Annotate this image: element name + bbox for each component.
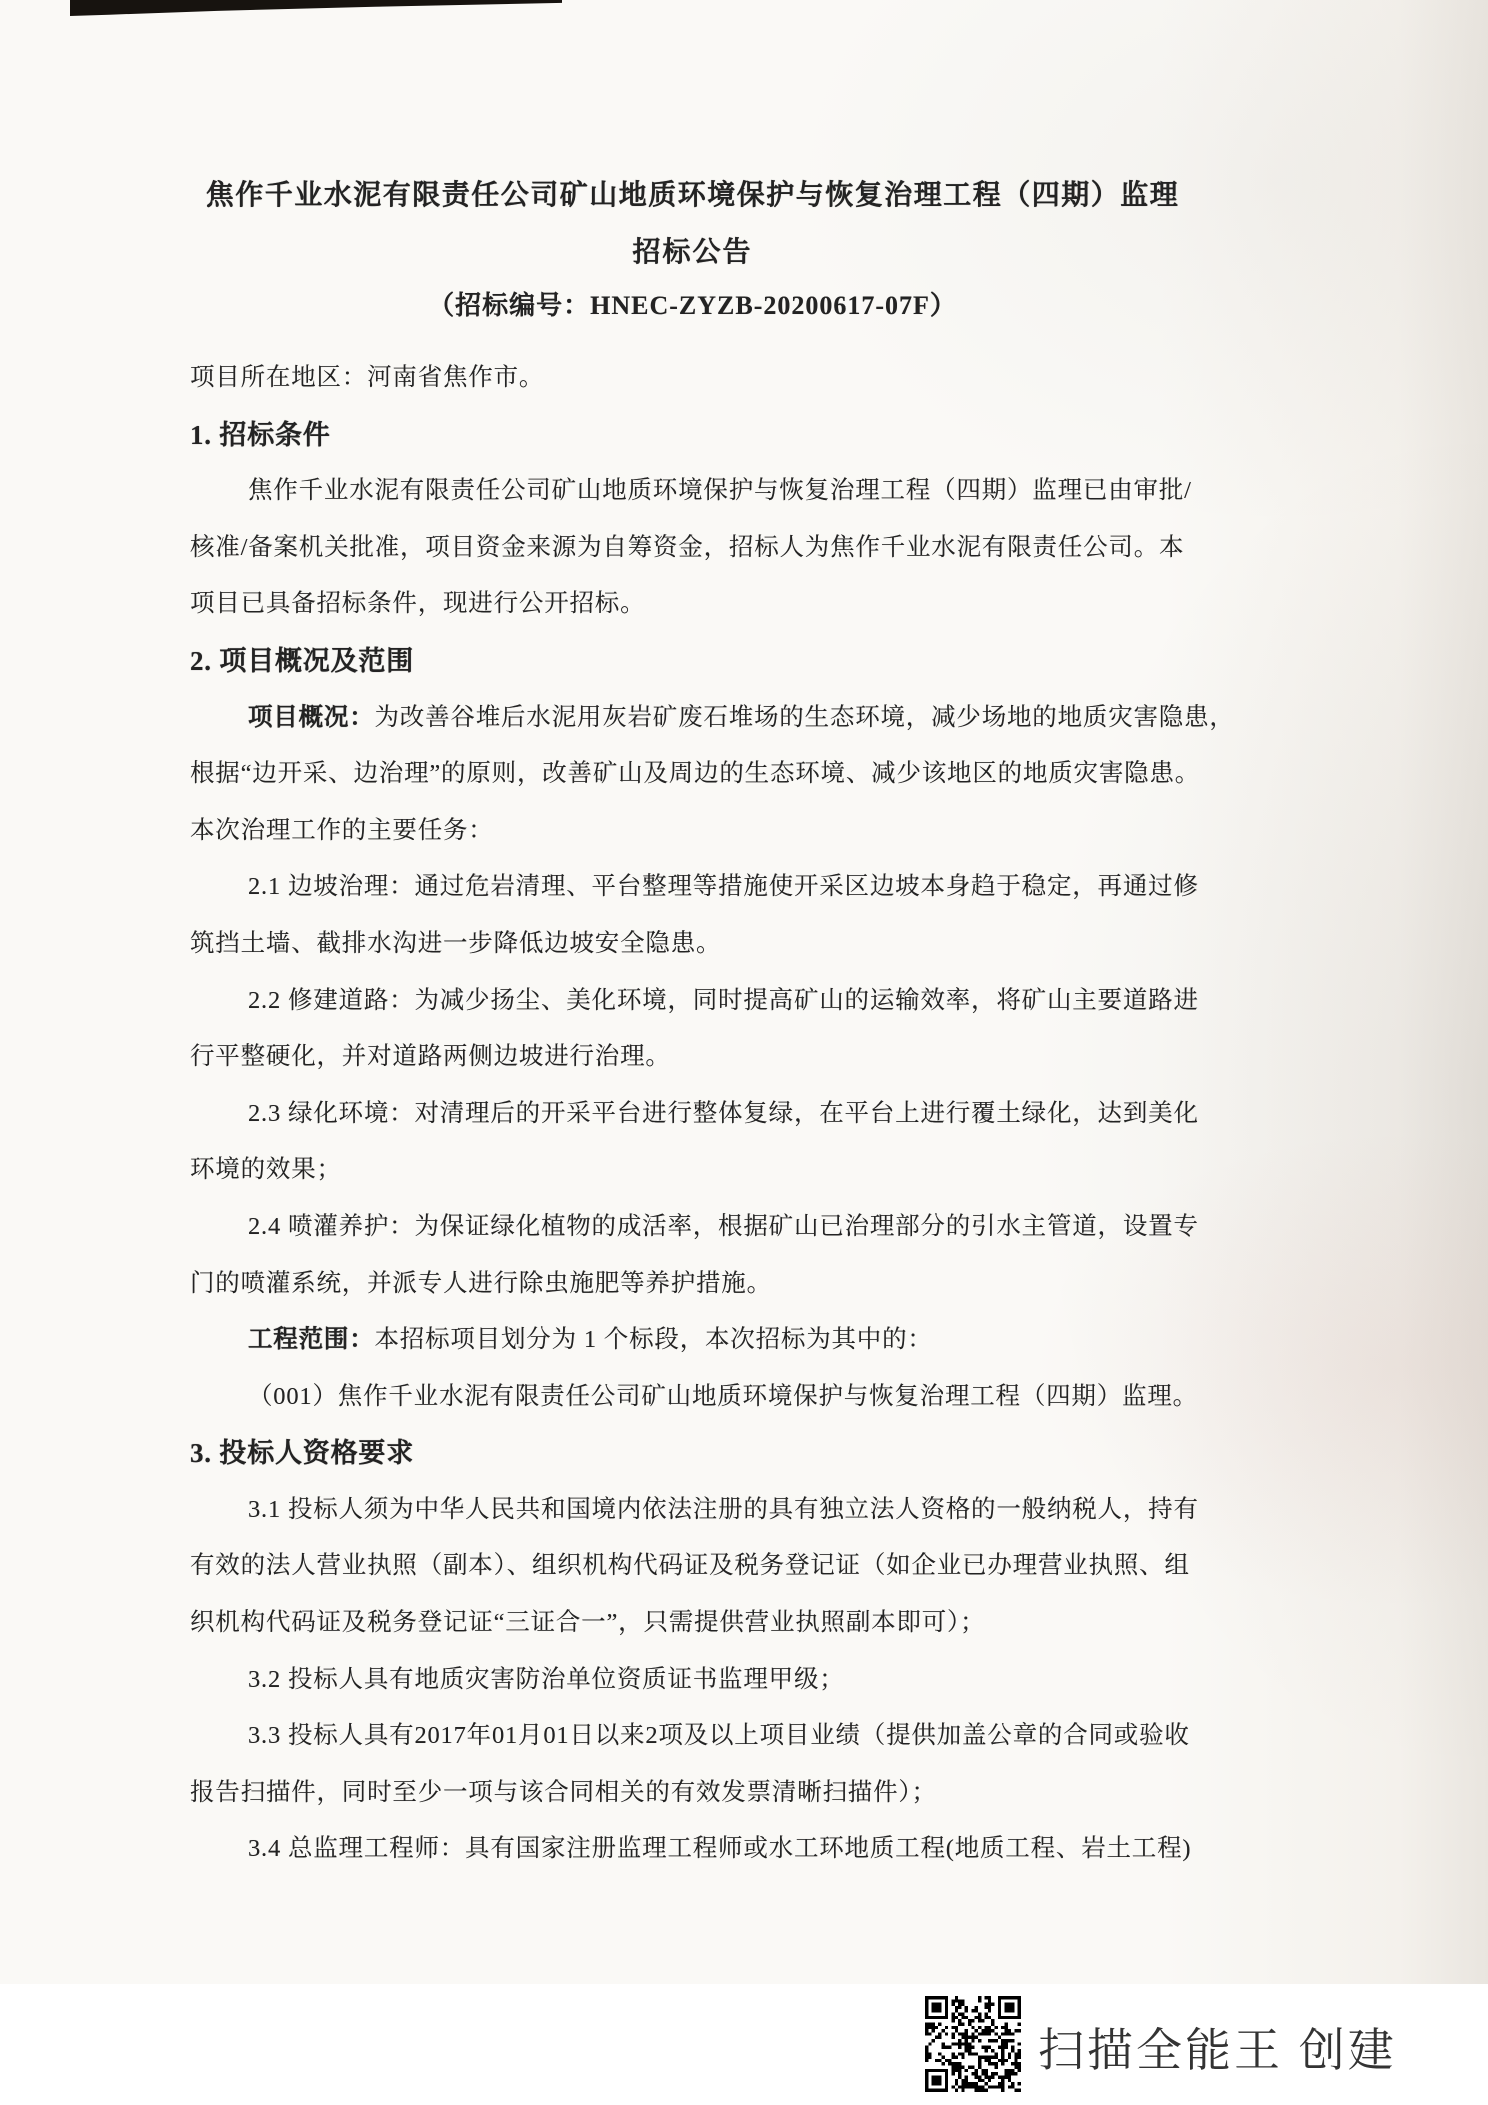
qr-code-icon <box>925 1996 1021 2092</box>
line-bold-prefix: 项目概况： <box>248 703 375 731</box>
text-line: 报告扫描件，同时至少一项与该合同相关的有效发票清晰扫描件）； <box>190 1778 937 1806</box>
bid-number: （招标编号：HNEC-ZYZB-20200617-07F） <box>428 291 957 320</box>
text-line: 3.4 总监理工程师：具有国家注册监理工程师或水工环地质工程(地质工程、岩土工程) <box>248 1835 1192 1863</box>
text-line: 门的喷灌系统，并派专人进行除虫施肥等养护措施。 <box>190 1269 772 1297</box>
text-line: 2.3 绿化环境：对清理后的开采平台进行整体复绿，在平台上进行覆土绿化，达到美化 <box>248 1099 1199 1127</box>
text-line: 核准/备案机关批准，项目资金来源为自筹资金，招标人为焦作千业水泥有限责任公司。本 <box>190 533 1185 561</box>
text-line: 有效的法人营业执照（副本）、组织机构代码证及税务登记证（如企业已办理营业执照、组 <box>190 1552 1190 1580</box>
text-line: 项目所在地区：河南省焦作市。 <box>190 364 545 391</box>
text-line: 项目已具备招标条件，现进行公开招标。 <box>190 590 646 618</box>
text-line: （001）焦作千业水泥有限责任公司矿山地质环境保护与恢复治理工程（四期）监理。 <box>248 1382 1198 1410</box>
text-line: 本次治理工作的主要任务： <box>190 816 494 844</box>
doc-title-line1: 焦作千业水泥有限责任公司矿山地质环境保护与恢复治理工程（四期）监理 <box>205 180 1180 211</box>
text-line: 2.4 喷灌养护：为保证绿化植物的成活率，根据矿山已治理部分的引水主管道，设置专 <box>248 1212 1199 1240</box>
text-line: 3.1 投标人须为中华人民共和国境内依法注册的具有独立法人资格的一般纳税人，持有 <box>248 1495 1199 1523</box>
scanner-app-label: 扫描全能王 创建 <box>1038 2024 1397 2076</box>
section-heading: 1. 招标条件 <box>190 419 331 450</box>
text-line: 筑挡土墙、截排水沟进一步降低边坡安全隐患。 <box>190 929 722 957</box>
document-body <box>190 0 1235 1878</box>
section-heading: 2. 项目概况及范围 <box>190 645 414 676</box>
doc-title-line2: 招标公告 <box>632 237 753 268</box>
text-line: 2.1 边坡治理：通过危岩清理、平台整理等措施使开采区边坡本身趋于稳定，再通过修 <box>248 873 1199 901</box>
text-line: 行平整硬化，并对道路两侧边坡进行治理。 <box>190 1043 671 1071</box>
line-bold-prefix: 工程范围： <box>248 1326 375 1354</box>
scanner-footer <box>0 1984 1488 2105</box>
text-line: 织机构代码证及税务登记证“三证合一”，只需提供营业执照副本即可）； <box>190 1609 986 1637</box>
text-line: 环境的效果； <box>190 1156 342 1184</box>
text-line: 根据“边开采、边治理”的原则，改善矿山及周边的生态环境、减少该地区的地质灾害隐患。 <box>190 760 1201 788</box>
section-heading: 3. 投标人资格要求 <box>190 1438 414 1469</box>
text-line: 2.2 修建道路：为减少扬尘、美化环境，同时提高矿山的运输效率，将矿山主要道路进 <box>248 986 1199 1014</box>
text-line: 工程范围：本招标项目划分为 1 个标段，本次招标为其中的： <box>248 1326 933 1354</box>
text-line: 项目概况：为改善谷堆后水泥用灰岩矿废石堆场的生态环境，减少场地的地质灾害隐患， <box>248 703 1235 731</box>
text-line: 3.3 投标人具有2017年01月01日以来2项及以上项目业绩（提供加盖公章的合同或验收 <box>248 1722 1190 1750</box>
text-line: 3.2 投标人具有地质灾害防治单位资质证书监理甲级； <box>248 1665 845 1693</box>
doc-content <box>190 350 1235 1878</box>
text-line: 焦作千业水泥有限责任公司矿山地质环境保护与恢复治理工程（四期）监理已由审批/ <box>248 477 1192 505</box>
